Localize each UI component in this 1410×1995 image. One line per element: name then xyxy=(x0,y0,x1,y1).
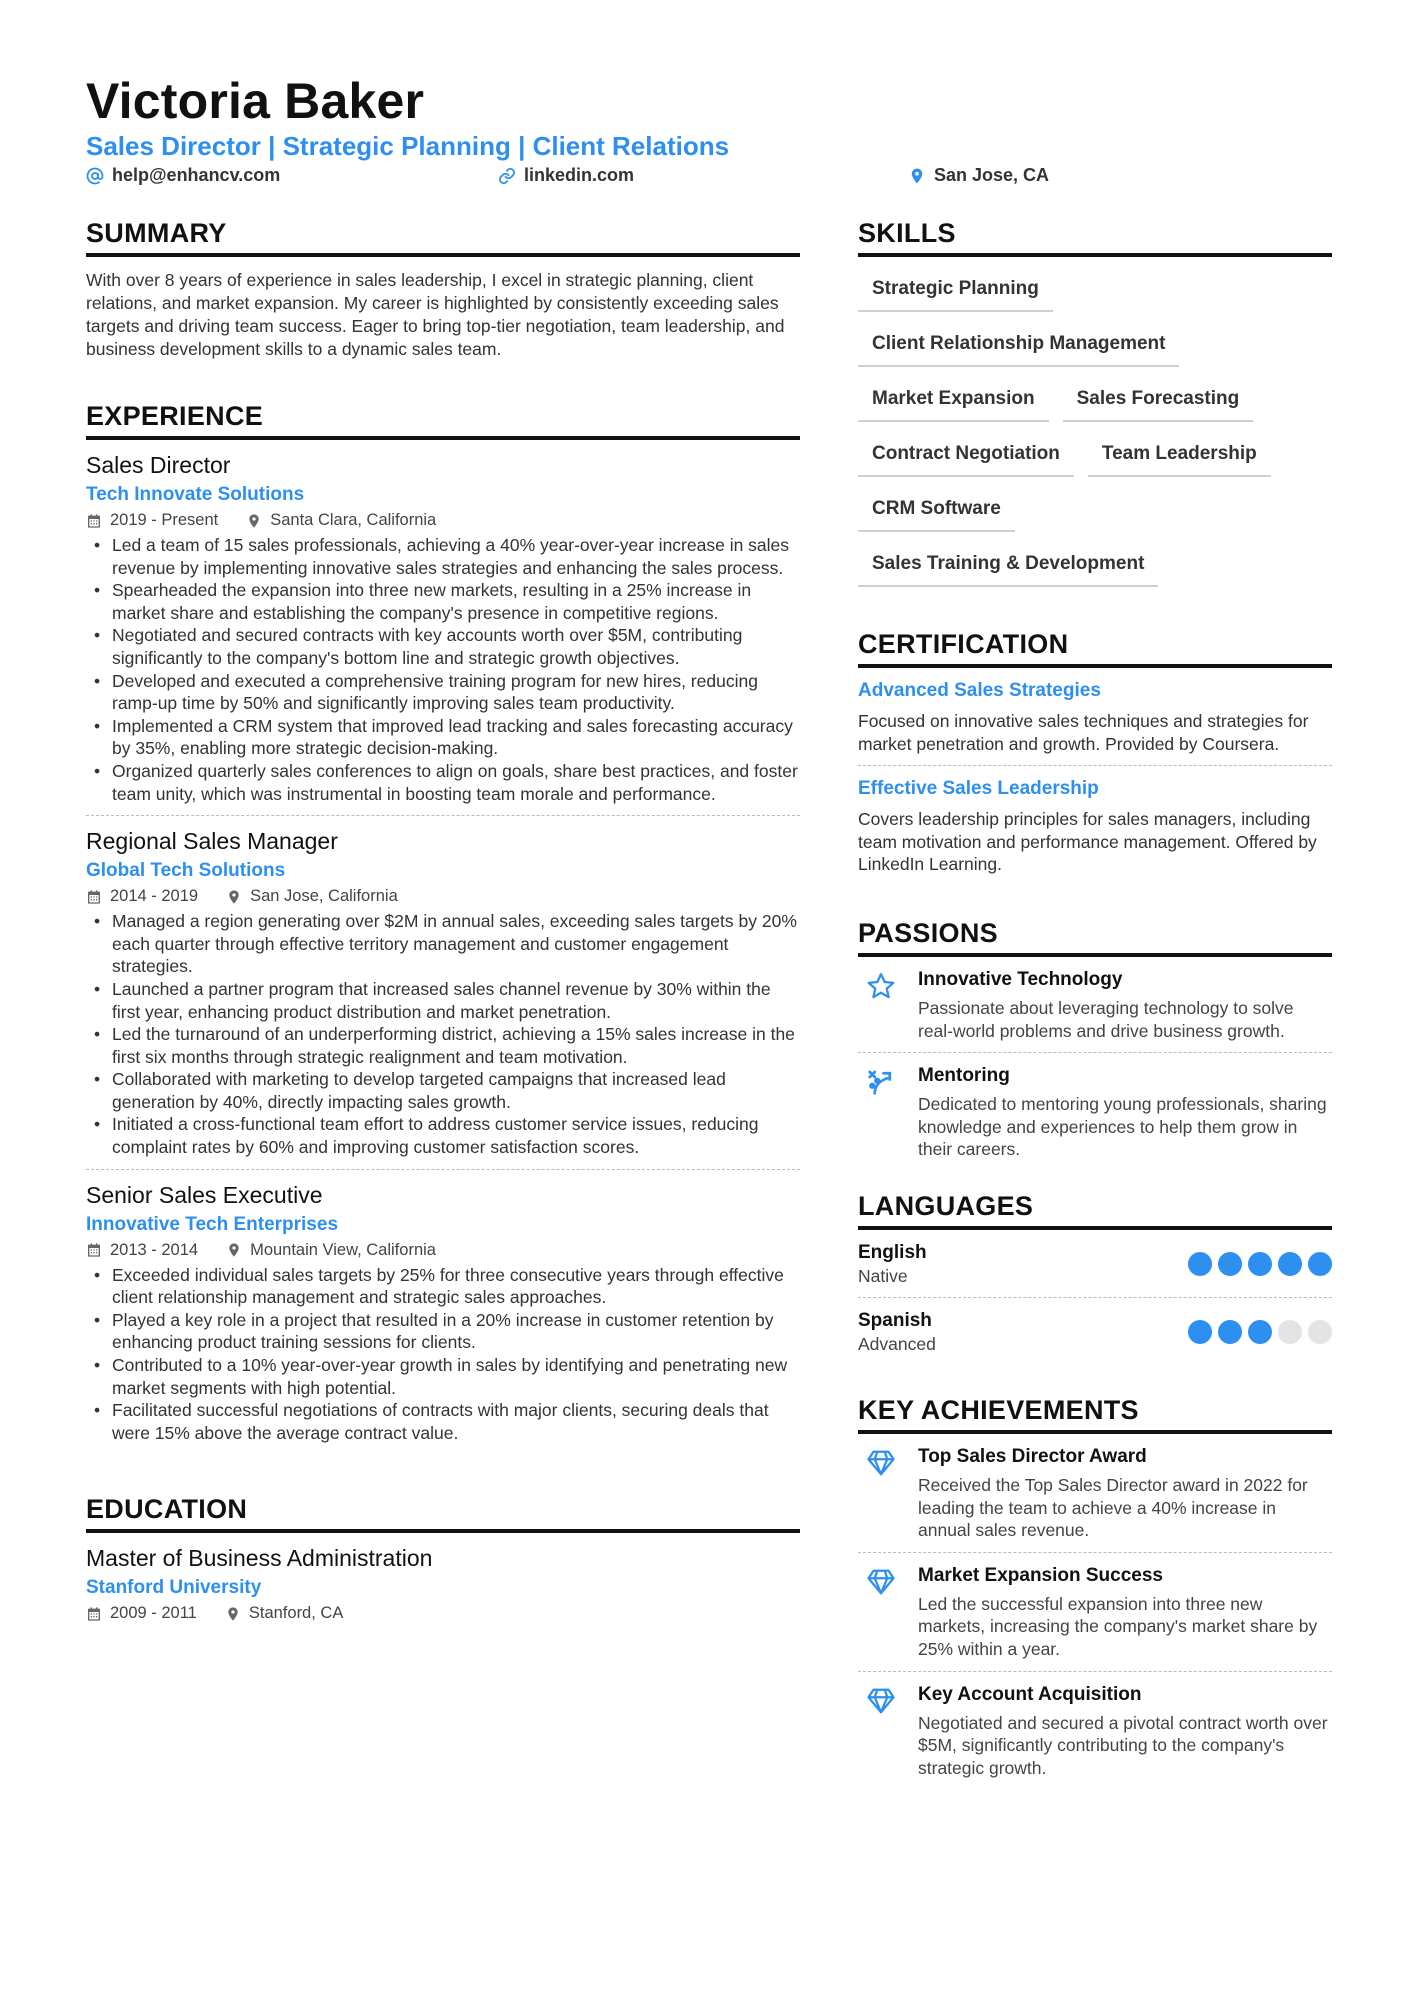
job-dates xyxy=(86,1241,198,1260)
language-info xyxy=(858,1310,936,1355)
education-meta xyxy=(86,1604,800,1623)
achievements-description: Led the successful expansion into three new markets, increasing the company's market share by 25% within a year. xyxy=(918,1593,1318,1659)
job-meta xyxy=(86,1241,800,1260)
passions-heading: PASSIONS xyxy=(858,918,1332,957)
rating-dot xyxy=(1218,1252,1242,1276)
company-name[interactable]: Global Tech Solutions xyxy=(86,860,286,882)
candidate-title: Sales Director | Strategic Planning | Client Relations xyxy=(86,131,730,161)
school-name[interactable]: Stanford University xyxy=(86,1577,262,1599)
achievements-entry xyxy=(858,1565,1332,1672)
achievements-section xyxy=(858,1395,1332,1789)
bullet-item: • Managed a region generating over $2M in annual sales, exceeding sales targets by 20% each quarter through effective territory management and customer engagement strategies. xyxy=(86,910,800,978)
passions-title: Mentoring xyxy=(918,1065,1010,1087)
passions-entry xyxy=(858,1065,1332,1171)
bullet-item: • Led a team of 15 sales professionals, achieving a 40% year-over-year increase in sales revenue by implementing innovative sales strategies and enhancing the sales process. xyxy=(86,534,800,579)
at-icon xyxy=(86,167,104,185)
job-dates-text: 2013 - 2014 xyxy=(110,1240,199,1259)
bullet-item: • Played a key role in a project that resulted in a 20% increase in customer retention by enhancing product training sessions for clients. xyxy=(86,1309,800,1354)
education-dates-text: 2009 - 2011 xyxy=(110,1604,197,1623)
job-location-text: Mountain View, California xyxy=(250,1240,436,1259)
location-pin-icon xyxy=(225,1606,241,1622)
education-section xyxy=(86,1494,800,1637)
bullet-item: • Launched a partner program that increased sales channel revenue by 30% within the first year, enhancing product distribution and market penetration. xyxy=(86,978,800,1023)
achievements-body xyxy=(918,1684,1332,1780)
passions-body xyxy=(918,1065,1332,1161)
link-icon xyxy=(498,167,516,185)
certification-list xyxy=(858,680,1332,886)
location-text: San Jose, CA xyxy=(934,165,1050,185)
language-level: Advanced xyxy=(858,1333,936,1354)
job-list xyxy=(86,452,800,1454)
summary-heading: SUMMARY xyxy=(86,218,800,257)
certification-section xyxy=(858,629,1332,886)
skills-section xyxy=(858,218,1332,599)
job-location-text: Santa Clara, California xyxy=(270,511,437,529)
certification-description: Covers leadership principles for sales managers, including team motivation and performance management. Offered by LinkedIn Learning. xyxy=(858,809,1317,875)
bullet-item: • Negotiated and secured contracts with key accounts worth over $5M, contributing significantly to the company's bottom line and strategic growth objectives. xyxy=(86,624,800,669)
language-entry xyxy=(858,1242,1332,1298)
candidate-name: Victoria Baker xyxy=(86,73,425,129)
summary-text: With over 8 years of experience in sales leadership, I excel in strategic planning, client relations, and market expansion. My career is highlighted by consistently exceeding sales targets and driving team success. Eager to bring top-tier negotiation, team leadership, and business development skills to a dynamic sales team. xyxy=(86,270,785,359)
company-name[interactable]: Innovative Tech Enterprises xyxy=(86,1213,339,1235)
language-info xyxy=(858,1242,927,1287)
calendar-icon xyxy=(86,513,102,529)
calendar-icon xyxy=(86,1242,102,1258)
contact-linkedin[interactable] xyxy=(498,165,634,186)
bullet-item: • Facilitated successful negotiations of contracts with major clients, securing deals that were 15% above the average contract value. xyxy=(86,1399,800,1444)
skill-tag: Sales Training & Development xyxy=(858,544,1158,587)
calendar-icon xyxy=(86,889,102,905)
certification-description: Focused on innovative sales techniques and strategies for market penetration and growth. Provided by Coursera. xyxy=(858,711,1309,754)
bullet-item: • Collaborated with marketing to develop targeted campaigns that increased lead generation by 40%, directly impacting sales growth. xyxy=(86,1068,800,1113)
passions-icon-wrap xyxy=(858,969,918,1042)
left-column xyxy=(86,218,800,1649)
certification-title[interactable]: Effective Sales Leadership xyxy=(858,778,1099,800)
skill-tag: Market Expansion xyxy=(858,379,1049,422)
job-meta xyxy=(86,511,800,530)
language-rating xyxy=(1188,1252,1332,1276)
languages-section xyxy=(858,1191,1332,1365)
contact-email[interactable] xyxy=(86,165,280,186)
job-dates xyxy=(86,511,218,530)
education-list xyxy=(86,1545,800,1637)
job-bullets xyxy=(86,1264,800,1445)
company-name[interactable]: Tech Innovate Solutions xyxy=(86,484,305,505)
bullet-item: • Spearheaded the expansion into three new markets, resulting in a 25% increase in market share and establishing the company's presence in competitive regions. xyxy=(86,579,800,624)
education-dates xyxy=(86,1604,197,1623)
job-location xyxy=(246,511,436,530)
achievements-entry xyxy=(858,1684,1332,1790)
skills-heading: SKILLS xyxy=(858,218,1332,257)
language-entry xyxy=(858,1310,1332,1365)
achievements-body xyxy=(918,1446,1332,1542)
job-title: Senior Sales Executive xyxy=(86,1181,323,1208)
achievements-list xyxy=(858,1446,1332,1789)
education-heading: EDUCATION xyxy=(86,1494,800,1533)
passions-icon-wrap xyxy=(858,1065,918,1161)
bullet-item: • Contributed to a 10% year-over-year growth in sales by identifying and penetrating new market segments with high potential. xyxy=(86,1354,800,1399)
rating-dot xyxy=(1188,1252,1212,1276)
passions-description: Dedicated to mentoring young professionals, sharing knowledge and experiences to help them grow in their careers. xyxy=(918,1094,1327,1160)
education-location xyxy=(225,1604,343,1623)
certification-heading: CERTIFICATION xyxy=(858,629,1332,668)
job-title: Regional Sales Manager xyxy=(86,828,338,855)
skill-tag: Client Relationship Management xyxy=(858,324,1179,367)
bullet-item: • Exceeded individual sales targets by 25% for three consecutive years through effective client relationship management and strategic sales approaches. xyxy=(86,1264,800,1309)
experience-heading: EXPERIENCE xyxy=(86,401,800,440)
linkedin-text: linkedin.com xyxy=(524,165,635,185)
diamond-icon xyxy=(866,1448,896,1478)
skill-tag: Sales Forecasting xyxy=(1063,379,1254,422)
achievements-description: Received the Top Sales Director award in 2022 for leading the team to achieve a 40% increase in annual sales revenue. xyxy=(918,1474,1308,1541)
job-location xyxy=(226,1241,436,1260)
passions-body xyxy=(918,969,1332,1042)
skills-list xyxy=(858,269,1332,599)
languages-list xyxy=(858,1242,1332,1365)
rating-dot xyxy=(1308,1320,1332,1344)
passions-entry xyxy=(858,969,1332,1053)
achievements-icon-wrap xyxy=(858,1684,918,1780)
bullet-item: • Developed and executed a comprehensive training program for new hires, reducing ramp-up time by 50% and significantly improving sales team productivity. xyxy=(86,670,800,715)
job-title: Sales Director xyxy=(86,452,231,478)
achievements-icon-wrap xyxy=(858,1446,918,1542)
bullet-item: • Implemented a CRM system that improved lead tracking and sales forecasting accuracy by 35%, enabling more strategic decision-making. xyxy=(86,715,800,760)
passions-title: Innovative Technology xyxy=(918,968,1123,990)
job-bullets xyxy=(86,910,800,1159)
job-dates-text: 2014 - 2019 xyxy=(110,887,199,906)
skill-tag: CRM Software xyxy=(858,489,1015,532)
rating-dot xyxy=(1218,1320,1242,1344)
achievements-heading: KEY ACHIEVEMENTS xyxy=(858,1395,1332,1434)
languages-heading: LANGUAGES xyxy=(858,1191,1332,1230)
skill-tag: Contract Negotiation xyxy=(858,434,1074,477)
location-pin-icon xyxy=(246,513,262,529)
strategy-icon xyxy=(866,1067,896,1097)
bullet-item: • Led the turnaround of an underperforming district, achieving a 15% sales increase in the first six months through strategic realignment and team motivation. xyxy=(86,1023,800,1068)
star-icon xyxy=(866,971,896,1001)
bullet-item: • Organized quarterly sales conferences to align on goals, share best practices, and foster team unity, which was instrumental in boosting team morale and performance. xyxy=(86,760,800,805)
language-name: English xyxy=(858,1241,927,1263)
education-entry xyxy=(86,1545,800,1637)
certification-entry xyxy=(858,680,1332,766)
language-level: Native xyxy=(858,1265,908,1286)
job-dates-text: 2019 - Present xyxy=(110,511,219,529)
job-dates xyxy=(86,887,198,906)
job-entry xyxy=(86,828,800,1170)
achievements-icon-wrap xyxy=(858,1565,918,1661)
diamond-icon xyxy=(866,1567,896,1597)
job-location-text: San Jose, California xyxy=(250,887,398,906)
language-rating xyxy=(1188,1320,1332,1344)
contact-location xyxy=(908,165,1049,186)
skill-tag: Strategic Planning xyxy=(858,269,1053,312)
job-meta xyxy=(86,887,800,906)
skill-tag: Team Leadership xyxy=(1088,434,1271,477)
rating-dot xyxy=(1308,1252,1332,1276)
achievements-title: Key Account Acquisition xyxy=(918,1683,1142,1705)
education-location-text: Stanford, CA xyxy=(248,1604,344,1623)
location-pin-icon xyxy=(226,1242,242,1258)
diamond-icon xyxy=(866,1686,896,1716)
achievements-body xyxy=(918,1565,1332,1661)
bullet-item: • Initiated a cross-functional team effort to address customer service issues, reducing complaint rates by 60% and improving customer satisfaction scores. xyxy=(86,1113,800,1158)
passions-section xyxy=(858,918,1332,1171)
degree-title: Master of Business Administration xyxy=(86,1545,433,1572)
right-column xyxy=(858,218,1332,1801)
rating-dot xyxy=(1188,1320,1212,1344)
certification-entry xyxy=(858,778,1332,886)
achievements-entry xyxy=(858,1446,1332,1553)
rating-dot xyxy=(1248,1252,1272,1276)
achievements-description: Negotiated and secured a pivotal contract worth over $5M, significantly contributing to the company's strategic growth. xyxy=(918,1712,1328,1778)
passions-list xyxy=(858,969,1332,1171)
job-bullets xyxy=(86,534,800,805)
job-entry xyxy=(86,452,800,816)
email-text: help@enhancv.com xyxy=(112,165,281,185)
language-name: Spanish xyxy=(858,1309,932,1331)
achievements-title: Top Sales Director Award xyxy=(918,1445,1147,1467)
calendar-icon xyxy=(86,1606,102,1622)
experience-section xyxy=(86,401,800,1454)
summary-section xyxy=(86,218,800,361)
rating-dot xyxy=(1248,1320,1272,1344)
contact-bar xyxy=(86,165,1326,189)
rating-dot xyxy=(1278,1252,1302,1276)
achievements-title: Market Expansion Success xyxy=(918,1564,1163,1586)
location-pin-icon xyxy=(908,167,926,185)
job-location xyxy=(226,887,398,906)
certification-title[interactable]: Advanced Sales Strategies xyxy=(858,680,1101,701)
passions-description: Passionate about leveraging technology to solve real-world problems and drive business growth. xyxy=(918,997,1294,1041)
job-entry xyxy=(86,1182,800,1455)
location-pin-icon xyxy=(226,889,242,905)
rating-dot xyxy=(1278,1320,1302,1344)
